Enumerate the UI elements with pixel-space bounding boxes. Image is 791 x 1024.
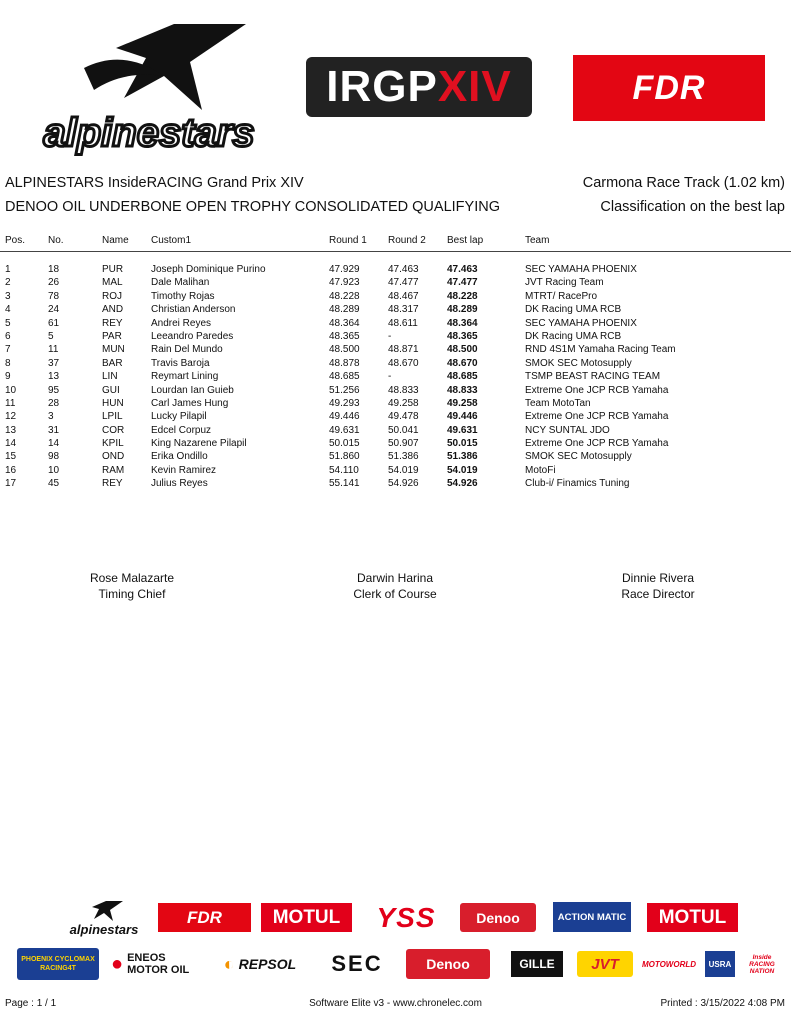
sponsor-motoworld: MOTOWORLD [641, 959, 697, 969]
signature-race-director [558, 570, 758, 602]
results-table-header [0, 235, 791, 251]
cell-team: Extreme One JCP RCB Yamaha [525, 384, 669, 396]
cell-round1: 47.923 [329, 277, 360, 289]
header-divider [0, 251, 791, 252]
cell-round1: 49.293 [329, 397, 360, 409]
cell-pos: 16 [5, 464, 17, 476]
cell-no: 18 [48, 264, 60, 275]
cell-rider-name: Rain Del Mundo [151, 344, 223, 356]
signature-role: Race Director [621, 587, 695, 601]
irgp-logo-text: IRGP [326, 62, 438, 111]
cell-pos: 12 [5, 411, 17, 423]
alpinestars-logo [24, 18, 274, 158]
col-header-best-lap: Best lap [447, 235, 484, 246]
cell-no: 78 [48, 290, 60, 302]
cell-rider-name: Joseph Dominique Purino [151, 264, 266, 275]
cell-pos: 6 [5, 330, 11, 342]
cell-team: MotoFi [525, 464, 556, 476]
cell-pos: 5 [5, 317, 11, 329]
sponsor-action-matic: ACTION MATIC [553, 902, 631, 932]
cell-no: 26 [48, 277, 60, 289]
cell-team: SEC YAMAHA PHOENIX [525, 317, 637, 329]
cell-no: 14 [48, 438, 60, 450]
cell-best-lap: 48.365 [447, 330, 478, 342]
sponsor-usra: USRA [705, 951, 735, 977]
cell-team: Club-i/ Finamics Tuning [525, 478, 630, 490]
irgp-xiv-logo [306, 57, 532, 117]
cell-pos: 10 [5, 384, 17, 396]
cell-round2: 48.467 [388, 290, 419, 302]
table-row [0, 358, 791, 371]
classification-note: Classification on the best lap [600, 199, 785, 215]
signature-role: Timing Chief [98, 587, 166, 601]
cell-pos: 15 [5, 451, 17, 463]
cell-name-code: LIN [102, 371, 118, 383]
cell-name-code: BAR [102, 357, 123, 369]
cell-rider-name: Erika Ondillo [151, 451, 208, 463]
table-row [0, 371, 791, 384]
signature-role: Clerk of Course [353, 587, 437, 601]
cell-round1: 49.446 [329, 411, 360, 423]
cell-pos: 8 [5, 357, 11, 369]
cell-rider-name: Kevin Ramirez [151, 464, 217, 476]
cell-best-lap: 48.500 [447, 344, 478, 356]
cell-best-lap: 48.685 [447, 371, 478, 383]
cell-team: Extreme One JCP RCB Yamaha [525, 438, 669, 450]
col-header-name: Name [102, 235, 129, 246]
cell-rider-name: Reymart Lining [151, 371, 219, 383]
table-row [0, 344, 791, 357]
cell-name-code: RAM [102, 464, 125, 476]
cell-team: Extreme One JCP RCB Yamaha [525, 411, 669, 423]
footer-software: Software Elite v3 - www.chronelec.com [309, 998, 482, 1009]
cell-name-code: OND [102, 451, 125, 463]
table-row [0, 398, 791, 411]
cell-round2: 54.019 [388, 464, 419, 476]
cell-name-code: ROJ [102, 290, 122, 302]
cell-round1: 50.015 [329, 438, 360, 450]
cell-name-code: MUN [102, 344, 125, 356]
cell-no: 11 [48, 344, 59, 356]
eneos-icon: ● [111, 952, 124, 975]
repsol-icon: ◐ [223, 953, 235, 974]
cell-rider-name: Lourdan Ian Guieb [151, 384, 234, 396]
cell-best-lap: 54.926 [447, 478, 478, 490]
cell-no: 3 [48, 411, 54, 423]
sponsor-gille: GILLE [511, 951, 563, 977]
event-name: ALPINESTARS InsideRACING Grand Prix XIV [5, 175, 304, 191]
cell-name-code: HUN [102, 397, 124, 409]
sponsor-alpinestars: alpinestars [62, 897, 146, 939]
cell-best-lap: 47.463 [447, 264, 478, 275]
cell-team: NCY SUNTAL JDO [525, 424, 610, 436]
cell-rider-name: Leeandro Paredes [151, 330, 234, 342]
sponsor-yss: YSS [376, 901, 436, 933]
cell-team: SMOK SEC Motosupply [525, 357, 632, 369]
table-row [0, 304, 791, 317]
table-row [0, 425, 791, 438]
sponsor-insideracing: Inside RACING NATION [749, 953, 775, 975]
table-row [0, 478, 791, 491]
cell-name-code: PUR [102, 264, 124, 275]
cell-best-lap: 49.631 [447, 424, 478, 436]
cell-best-lap: 49.446 [447, 411, 478, 423]
cell-no: 95 [48, 384, 60, 396]
cell-pos: 14 [5, 438, 17, 450]
irgp-logo-numeral: XIV [437, 62, 512, 111]
cell-round2: 48.611 [388, 317, 418, 329]
cell-no: 61 [48, 317, 60, 329]
cell-best-lap: 48.228 [447, 290, 478, 302]
cell-rider-name: King Nazarene Pilapil [151, 438, 247, 450]
col-header-team: Team [525, 235, 550, 246]
cell-best-lap: 49.258 [447, 397, 478, 409]
track-name: Carmona Race Track (1.02 km) [582, 175, 785, 191]
cell-name-code: MAL [102, 277, 123, 289]
cell-best-lap: 48.670 [447, 357, 478, 369]
fdr-logo-text: FDR [632, 68, 706, 107]
footer-printed: Printed : 3/15/2022 4:08 PM [660, 998, 785, 1009]
cell-no: 31 [48, 424, 60, 436]
cell-rider-name: Carl James Hung [151, 397, 229, 409]
cell-round1: 55.141 [329, 478, 360, 490]
signature-timing-chief [32, 570, 232, 602]
alpinestars-star-icon [84, 900, 124, 922]
results-table-body [0, 264, 791, 492]
cell-round1: 51.860 [329, 451, 360, 463]
cell-round1: 48.228 [329, 290, 360, 302]
table-row [0, 411, 791, 424]
cell-round2: 48.670 [388, 357, 419, 369]
cell-round1: 51.256 [329, 384, 360, 396]
cell-best-lap: 48.289 [447, 304, 478, 316]
cell-round1: 48.878 [329, 357, 360, 369]
sponsor-eneos: ● ENEOS MOTOR OIL [111, 952, 190, 976]
cell-best-lap: 47.477 [447, 277, 478, 289]
signature-name: Rose Malazarte [89, 571, 175, 585]
cell-team: TSMP BEAST RACING TEAM [525, 371, 661, 383]
col-header-round2: Round 2 [388, 235, 426, 246]
cell-team: Team MotoTan [525, 397, 591, 409]
cell-pos: 7 [5, 344, 11, 356]
cell-round1: 54.110 [329, 464, 359, 476]
sponsor-motul-2: MOTUL [647, 903, 738, 932]
cell-round2: 47.463 [388, 264, 419, 275]
cell-pos: 13 [5, 424, 17, 436]
session-title: DENOO OIL UNDERBONE OPEN TROPHY CONSOLIDATED QUALIFYING [5, 199, 500, 215]
cell-pos: 1 [5, 264, 11, 275]
sponsor-denoo-2: Denoo [406, 949, 490, 979]
cell-no: 10 [48, 464, 60, 476]
cell-rider-name: Christian Anderson [151, 304, 236, 316]
cell-round2: 48.317 [388, 304, 419, 316]
cell-team: SEC YAMAHA PHOENIX [525, 264, 637, 275]
cell-round2: - [388, 330, 392, 342]
cell-best-lap: 48.364 [447, 317, 478, 329]
cell-round2: 49.258 [388, 397, 419, 409]
cell-rider-name: Timothy Rojas [151, 290, 215, 302]
cell-round2: 48.833 [388, 384, 419, 396]
table-row [0, 385, 791, 398]
cell-no: 37 [48, 357, 60, 369]
cell-round2: 54.926 [388, 478, 419, 490]
cell-round1: 48.289 [329, 304, 360, 316]
table-row [0, 291, 791, 304]
cell-name-code: AND [102, 304, 124, 316]
cell-round2: 51.386 [388, 451, 419, 463]
cell-name-code: KPIL [102, 438, 124, 450]
cell-rider-name: Edcel Corpuz [151, 424, 212, 436]
signature-name: Dinnie Rivera [621, 571, 695, 585]
svg-text:alpinestars: alpinestars [43, 111, 255, 155]
cell-name-code: PAR [102, 330, 122, 342]
cell-pos: 9 [5, 371, 11, 383]
cell-best-lap: 54.019 [447, 464, 478, 476]
sponsor-jvt: JVT [577, 951, 633, 977]
cell-rider-name: Dale Malihan [151, 277, 210, 289]
col-header-pos: Pos. [5, 235, 26, 246]
table-row [0, 465, 791, 478]
cell-no: 5 [48, 330, 54, 342]
table-row [0, 331, 791, 344]
cell-round1: 48.365 [329, 330, 360, 342]
cell-no: 24 [48, 304, 60, 316]
cell-rider-name: Julius Reyes [151, 478, 208, 490]
sponsor-phoenix: PHOENIX CYCLOMAX RACING4T [17, 948, 99, 980]
cell-best-lap: 51.386 [447, 451, 478, 463]
cell-name-code: LPIL [102, 411, 123, 423]
cell-name-code: GUI [102, 384, 120, 396]
table-row [0, 451, 791, 464]
cell-name-code: COR [102, 424, 125, 436]
cell-round1: 47.929 [329, 264, 360, 275]
cell-round1: 48.685 [329, 371, 360, 383]
cell-rider-name: Travis Baroja [151, 357, 210, 369]
cell-pos: 17 [5, 478, 17, 490]
cell-round1: 49.631 [329, 424, 360, 436]
signature-clerk-of-course [295, 570, 495, 602]
sponsor-repsol: ◐ REPSOL [223, 953, 297, 974]
cell-name-code: REY [102, 478, 123, 490]
fdr-logo [573, 55, 765, 121]
cell-name-code: REY [102, 317, 123, 329]
col-header-no: No. [48, 235, 64, 246]
cell-team: MTRT/ RacePro [525, 290, 598, 302]
cell-pos: 11 [5, 397, 16, 409]
sponsor-motul: MOTUL [261, 903, 352, 932]
signature-name: Darwin Harina [356, 571, 434, 585]
cell-round2: 48.871 [388, 344, 419, 356]
cell-rider-name: Lucky Pilapil [151, 411, 207, 423]
table-row [0, 318, 791, 331]
cell-pos: 3 [5, 290, 11, 302]
cell-rider-name: Andrei Reyes [151, 317, 212, 329]
cell-round1: 48.500 [329, 344, 360, 356]
footer-page: Page : 1 / 1 [5, 998, 57, 1009]
cell-team: DK Racing UMA RCB [525, 330, 622, 342]
cell-best-lap: 48.833 [447, 384, 478, 396]
cell-team: DK Racing UMA RCB [525, 304, 622, 316]
cell-round2: 50.041 [388, 424, 419, 436]
cell-no: 13 [48, 371, 60, 383]
cell-no: 28 [48, 397, 60, 409]
table-row [0, 264, 791, 277]
cell-round2: 47.477 [388, 277, 419, 289]
sponsor-denoo: Denoo [460, 903, 536, 932]
col-header-round1: Round 1 [329, 235, 367, 246]
cell-no: 45 [48, 478, 60, 490]
table-row [0, 438, 791, 451]
cell-round1: 48.364 [329, 317, 360, 329]
cell-team: SMOK SEC Motosupply [525, 451, 632, 463]
cell-team: RND 4S1M Yamaha Racing Team [525, 344, 676, 356]
cell-no: 98 [48, 451, 60, 463]
cell-round2: - [388, 371, 392, 383]
cell-round2: 50.907 [388, 438, 419, 450]
sponsor-sec: SEC [331, 951, 383, 976]
cell-pos: 2 [5, 277, 11, 289]
col-header-custom1: Custom1 [151, 235, 192, 246]
cell-best-lap: 50.015 [447, 438, 478, 450]
cell-pos: 4 [5, 304, 11, 316]
cell-round2: 49.478 [388, 411, 419, 423]
cell-team: JVT Racing Team [525, 277, 604, 289]
table-row [0, 277, 791, 290]
sponsor-fdr: FDR [158, 903, 251, 932]
